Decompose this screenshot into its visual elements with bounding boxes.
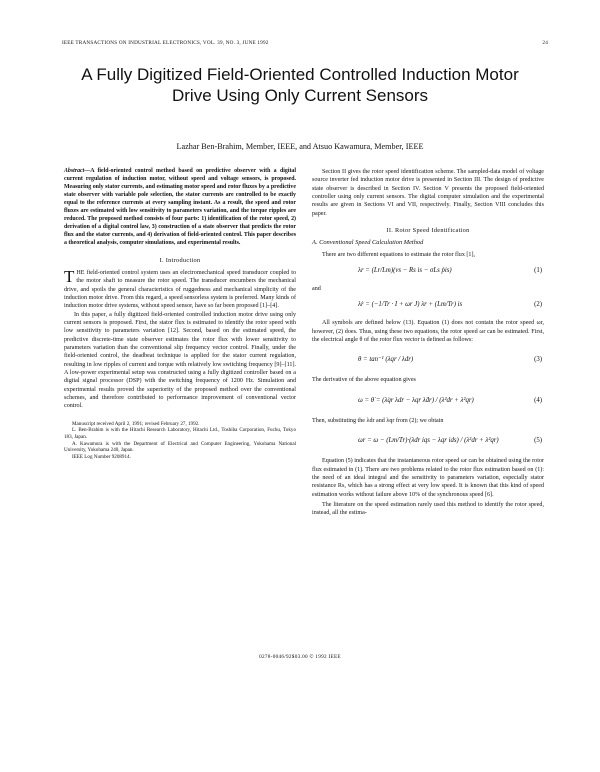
footnote-received: Manuscript received April 2, 1991; revised February 27, 1992.: [72, 420, 200, 427]
abstract: [64, 168, 296, 248]
section-heading-introduction: I. Introduction: [159, 256, 201, 264]
equation-3-number: (3): [534, 356, 542, 364]
intro-paragraph-1: [64, 266, 296, 311]
right-column: [312, 168, 544, 518]
equation-5-number: (5): [534, 437, 542, 445]
equation-5: [312, 428, 544, 454]
left-column: [64, 168, 296, 460]
equation-4: [312, 388, 544, 414]
two-equations-paragraph: There are two different equations to estimate the rotor flux [1],: [322, 251, 476, 258]
equation-2-expression: λ̇r = (−1/Tr · I + ωr J) λr + (Lm/Tr) is: [358, 301, 463, 309]
symbols-paragraph: All symbols are defined below (13). Equation (1) does not contain the rotor speed ωr, however, (2) does. Thus, using these two equations, the rotor speed ωr can be estimated. First, the electrical angle θ of the rotor flux vector is defined as follows:: [312, 320, 544, 344]
literature-paragraph: The literature on the speed estimation rarely used this method to identify the rotor speed, instead, all the estima-: [312, 501, 544, 517]
running-head-text: IEEE TRANSACTIONS ON INDUSTRIAL ELECTRONICS, VOL. 39, NO. 3, JUNE 1992: [62, 40, 269, 46]
footnote-author-2: A. Kawamura is with the Department of Electrical and Computer Engineering, Yokohama National University, Yokohama 240, Japan.: [64, 440, 296, 454]
equation-1-expression: λr = (Lr/Lm)(vs − Rs is − σLs ṗis): [358, 267, 452, 275]
outline-paragraph: Section II gives the rotor speed identification scheme. The sampled-data model of voltage source inverter fed induction motor drive is presented in Section III. The design of predictive state observer is described in Section IV. Section V presents the proposed field-oriented controller using only current sensors. The digital computer simulation and the experimental results are given in Sections VI and VII, respectively. Finally, Section VIII concludes this paper.: [312, 169, 544, 217]
equation-4-expression: ω = θ̇ = (λ̇qr λdr − λqr λ̇dr) / (λ²dr + λ²qr): [358, 396, 474, 404]
drop-cap: T: [64, 266, 75, 286]
equation-4-number: (4): [534, 396, 542, 404]
subsection-heading-conventional: A. Conventional Speed Calculation Method: [312, 239, 424, 247]
intro-paragraph-1-text: HE field-oriented control system uses an electromechanical speed transducer coupled to the motor shaft to measure the rotor speed. The transducer encumbers the mechanical drive, and spoils the general characteristics of ruggedness and mechanical simplicity of the induction motor drive. From this regard, a speed sensorless system is preferred. Many kinds of induction motor drive systems, without speed sensor, have so far been proposed [1]–[4].: [64, 269, 296, 310]
equation-5-expression: ωr = ω − (Lm/Tr)·(λdr iqs − λqr ids) / (λ²dr + λ²qr): [358, 437, 499, 445]
equation-2: [312, 296, 544, 316]
equation-3: [312, 347, 544, 373]
equation-5-discussion-paragraph: Equation (5) indicates that the instantaneous rotor speed ωr can be obtained using the rotor flux estimated in (1). There are two problems related to the rotor flux estimation based on (1): the need of an ideal integral and the sensitivity to parameters variation, especially stator resistance Rs, which has a strong effect at very low speed. It is known that this kind of speed estimation works without failure above 10% of the synchronous speed [6].: [312, 458, 544, 498]
equation-2-number: (2): [534, 301, 542, 309]
substitution-paragraph: Then, substituting the λdr and λqr from (2); we obtain: [312, 417, 444, 424]
equation-3-expression: θ = tan⁻¹ (λqr / λdr): [358, 356, 414, 364]
page-number: 24: [542, 40, 548, 46]
paper-title: A Fully Digitized Field-Oriented Controlled Induction Motor Drive Using Only Current Sensors: [81, 65, 519, 105]
author-line: Lazhar Ben-Brahim, Member, IEEE, and Atsuo Kawamura, Member, IEEE: [176, 142, 424, 151]
section-heading-rotor-speed: II. Rotor Speed Identification: [386, 227, 470, 235]
footnote-author-1: L. Ben-Brahim is with the Hitachi Research Laboratory, Hitachi Ltd., Toshiba Corporation, Fuchu, Tokyo 183, Japan.: [64, 427, 296, 440]
footnotes: [64, 421, 296, 461]
running-header: [62, 40, 548, 46]
and-connector: and: [312, 286, 321, 293]
abstract-text: —A field-oriented control method based on predictive observer with a digital current regulation of induction motor, without speed and voltage sensors, is proposed. Measuring only stator currents, and estimating motor speed and rotor fluxes by a predictive state observer with variable pole selection, the stator currents are controlled to be exactly equal to the reference currents at every sampling instant. As a result, the speed and rotor fluxes are estimated with low sensitivity to parameters variation, and the torque ripples are reduced. The proposed method consists of four parts: 1) identification of the rotor speed, 2) derivation of a digital control law, 3) construction of a state observer that predicts the rotor flux and the stator currents, and 4) derivation of field-oriented control. This paper describes a theoretical analysis, computer simulations, and experimental results.: [64, 168, 296, 246]
derivative-paragraph: The derivative of the above equation gives: [312, 377, 416, 384]
copyright-footer: 0278-0046/92$03.00 © 1992 IEEE: [259, 654, 341, 660]
abstract-label: Abstract: [64, 168, 85, 174]
footnote-log-number: IEEE Log Number 9208914.: [72, 453, 131, 460]
equation-1-number: (1): [534, 267, 542, 275]
equation-1: [312, 262, 544, 282]
intro-paragraph-2: In this paper, a fully digitized field-oriented controlled induction motor drive using only current sensors is proposed. First, the stator flux is estimated to identify the rotor speed with low sensitivity to parameters variation [12]. Second, based on the estimated speed, the predictive discrete-time state observer estimates the rotor flux with lower sensitivity to parameters variation than the conventional slip frequency vector control. Finally, under the field-oriented control, the deadbeat technique is applied for the stator current regulation, resulting in low ripples of current and torque with relatively low switching frequency [9]–[11]. A low-power experimental setup was constructed using a fully digitized controller based on a digital signal processor (DSP) with the switching frequency of 1200 Hz. Simulation and experimental results proved the superiority of the proposed method over the conventional schemes, and therefore contributed to performance improvement of conventional vector control.: [64, 311, 296, 410]
